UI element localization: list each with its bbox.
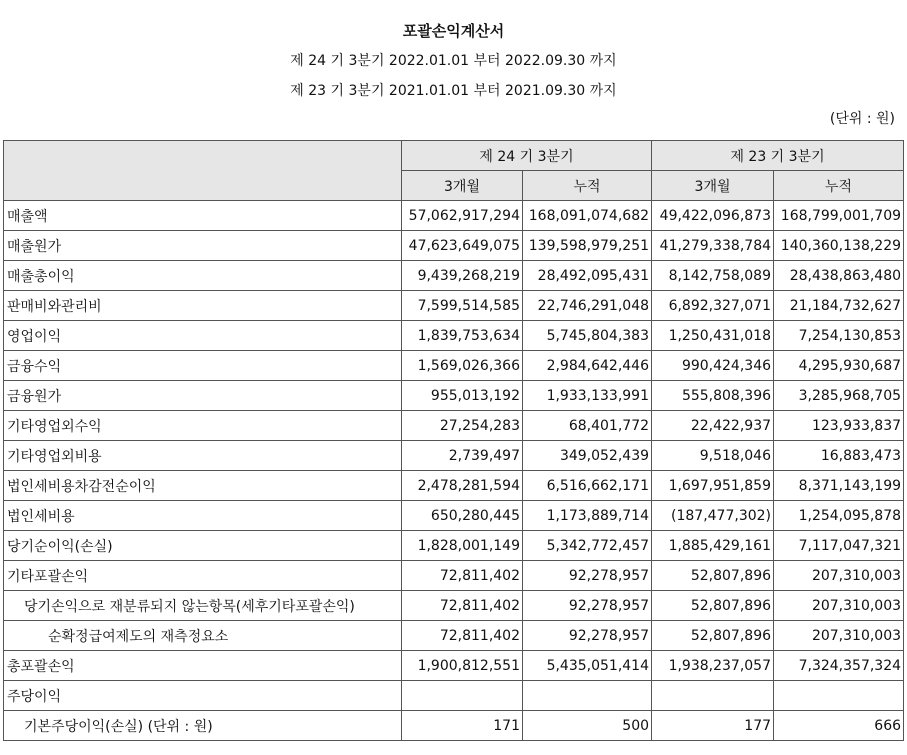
row-value: 5,342,772,457 [523, 531, 652, 561]
row-value: 140,360,138,229 [774, 231, 904, 261]
table-row [4, 681, 904, 711]
row-value: 139,598,979,251 [523, 231, 652, 261]
row-value: 500 [523, 711, 652, 741]
row-value: 1,569,026,366 [402, 351, 523, 381]
row-label: 기본주당이익(손실) (단위 : 원) [4, 711, 402, 741]
row-value: 650,280,445 [402, 501, 523, 531]
row-label: 금융원가 [4, 381, 402, 411]
row-value: 49,422,096,873 [652, 201, 774, 231]
row-label: 순확정급여제도의 재측정요소 [4, 621, 402, 651]
row-value: 1,938,237,057 [652, 651, 774, 681]
table-row [4, 411, 904, 441]
row-value: 123,933,837 [774, 411, 904, 441]
row-value: 1,173,889,714 [523, 501, 652, 531]
header-sub-prior-3m: 3개월 [652, 171, 774, 201]
row-value: 72,811,402 [402, 591, 523, 621]
row-label: 법인세비용차감전순이익 [4, 471, 402, 501]
row-label: 영업이익 [4, 321, 402, 351]
row-value: 41,279,338,784 [652, 231, 774, 261]
header-sub-current-cum: 누적 [523, 171, 652, 201]
income-statement-table [3, 140, 904, 741]
row-value: 5,435,051,414 [523, 651, 652, 681]
table-row [4, 231, 904, 261]
row-value: 349,052,439 [523, 441, 652, 471]
table-body [4, 201, 904, 741]
table-row [4, 381, 904, 411]
table-row [4, 591, 904, 621]
row-value [774, 681, 904, 711]
row-value: 72,811,402 [402, 621, 523, 651]
row-label: 판매비와관리비 [4, 291, 402, 321]
row-value: 3,285,968,705 [774, 381, 904, 411]
table-row [4, 441, 904, 471]
row-value: 168,799,001,709 [774, 201, 904, 231]
row-value: 1,828,001,149 [402, 531, 523, 561]
header-group-current: 제 24 기 3분기 [402, 141, 652, 171]
row-value: 990,424,346 [652, 351, 774, 381]
row-value [652, 681, 774, 711]
row-value: 177 [652, 711, 774, 741]
row-value: 955,013,192 [402, 381, 523, 411]
row-value: 22,746,291,048 [523, 291, 652, 321]
row-value: 207,310,003 [774, 621, 904, 651]
row-value: 8,142,758,089 [652, 261, 774, 291]
table-row [4, 351, 904, 381]
header-label-cell [4, 141, 402, 201]
row-value: 16,883,473 [774, 441, 904, 471]
row-value: 92,278,957 [523, 591, 652, 621]
row-label: 기타포괄손익 [4, 561, 402, 591]
row-value: 171 [402, 711, 523, 741]
row-label: 매출원가 [4, 231, 402, 261]
row-value [402, 681, 523, 711]
header-sub-current-3m: 3개월 [402, 171, 523, 201]
row-value: 1,254,095,878 [774, 501, 904, 531]
row-value: 28,438,863,480 [774, 261, 904, 291]
table-row [4, 321, 904, 351]
row-value: 7,599,514,585 [402, 291, 523, 321]
row-value: 1,900,812,551 [402, 651, 523, 681]
row-value: 1,885,429,161 [652, 531, 774, 561]
table-row [4, 621, 904, 651]
row-value: 47,623,649,075 [402, 231, 523, 261]
row-value: 6,892,327,071 [652, 291, 774, 321]
statement-title: 포괄손익계산서 [402, 22, 505, 40]
table-row [4, 201, 904, 231]
row-value: 1,250,431,018 [652, 321, 774, 351]
row-value: 7,254,130,853 [774, 321, 904, 351]
row-value: 92,278,957 [523, 561, 652, 591]
table-row [4, 291, 904, 321]
row-label: 당기손익으로 재분류되지 않는항목(세후기타포괄손익) [4, 591, 402, 621]
row-value: 92,278,957 [523, 621, 652, 651]
row-label: 금융수익 [4, 351, 402, 381]
table-row [4, 651, 904, 681]
row-value: 72,811,402 [402, 561, 523, 591]
table-row [4, 501, 904, 531]
row-value: 7,117,047,321 [774, 531, 904, 561]
table-row [4, 561, 904, 591]
table-row [4, 711, 904, 741]
header-sub-prior-cum: 누적 [774, 171, 904, 201]
row-value: 555,808,396 [652, 381, 774, 411]
row-value: 2,478,281,594 [402, 471, 523, 501]
row-value: 9,518,046 [652, 441, 774, 471]
row-value: 1,933,133,991 [523, 381, 652, 411]
row-value: 5,745,804,383 [523, 321, 652, 351]
row-value: 1,839,753,634 [402, 321, 523, 351]
row-label: 주당이익 [4, 681, 402, 711]
row-value: 7,324,357,324 [774, 651, 904, 681]
row-value: 52,807,896 [652, 591, 774, 621]
header-group-prior: 제 23 기 3분기 [652, 141, 904, 171]
row-value: 6,516,662,171 [523, 471, 652, 501]
row-value: 207,310,003 [774, 591, 904, 621]
unit-label: (단위 : 원) [829, 111, 895, 127]
table-row [4, 471, 904, 501]
row-label: 기타영업외비용 [4, 441, 402, 471]
row-value: 4,295,930,687 [774, 351, 904, 381]
row-value: 9,439,268,219 [402, 261, 523, 291]
row-value: 8,371,143,199 [774, 471, 904, 501]
row-value: 52,807,896 [652, 621, 774, 651]
row-value: 666 [774, 711, 904, 741]
period-current: 제 24 기 3분기 2022.01.01 부터 2022.09.30 까지 [290, 53, 617, 69]
row-label: 매출총이익 [4, 261, 402, 291]
row-label: 매출액 [4, 201, 402, 231]
row-label: 당기순이익(손실) [4, 531, 402, 561]
row-value: 2,984,642,446 [523, 351, 652, 381]
row-value: 2,739,497 [402, 441, 523, 471]
row-label: 총포괄손익 [4, 651, 402, 681]
row-label: 법인세비용 [4, 501, 402, 531]
row-value: 57,062,917,294 [402, 201, 523, 231]
row-value: (187,477,302) [652, 501, 774, 531]
row-value: 21,184,732,627 [774, 291, 904, 321]
row-value: 168,091,074,682 [523, 201, 652, 231]
row-value: 207,310,003 [774, 561, 904, 591]
period-prior: 제 23 기 3분기 2021.01.01 부터 2021.09.30 까지 [290, 83, 617, 99]
row-value: 28,492,095,431 [523, 261, 652, 291]
row-value [523, 681, 652, 711]
table-row [4, 261, 904, 291]
row-value: 27,254,283 [402, 411, 523, 441]
row-value: 22,422,937 [652, 411, 774, 441]
row-label: 기타영업외수익 [4, 411, 402, 441]
row-value: 1,697,951,859 [652, 471, 774, 501]
table-row [4, 531, 904, 561]
row-value: 68,401,772 [523, 411, 652, 441]
row-value: 52,807,896 [652, 561, 774, 591]
